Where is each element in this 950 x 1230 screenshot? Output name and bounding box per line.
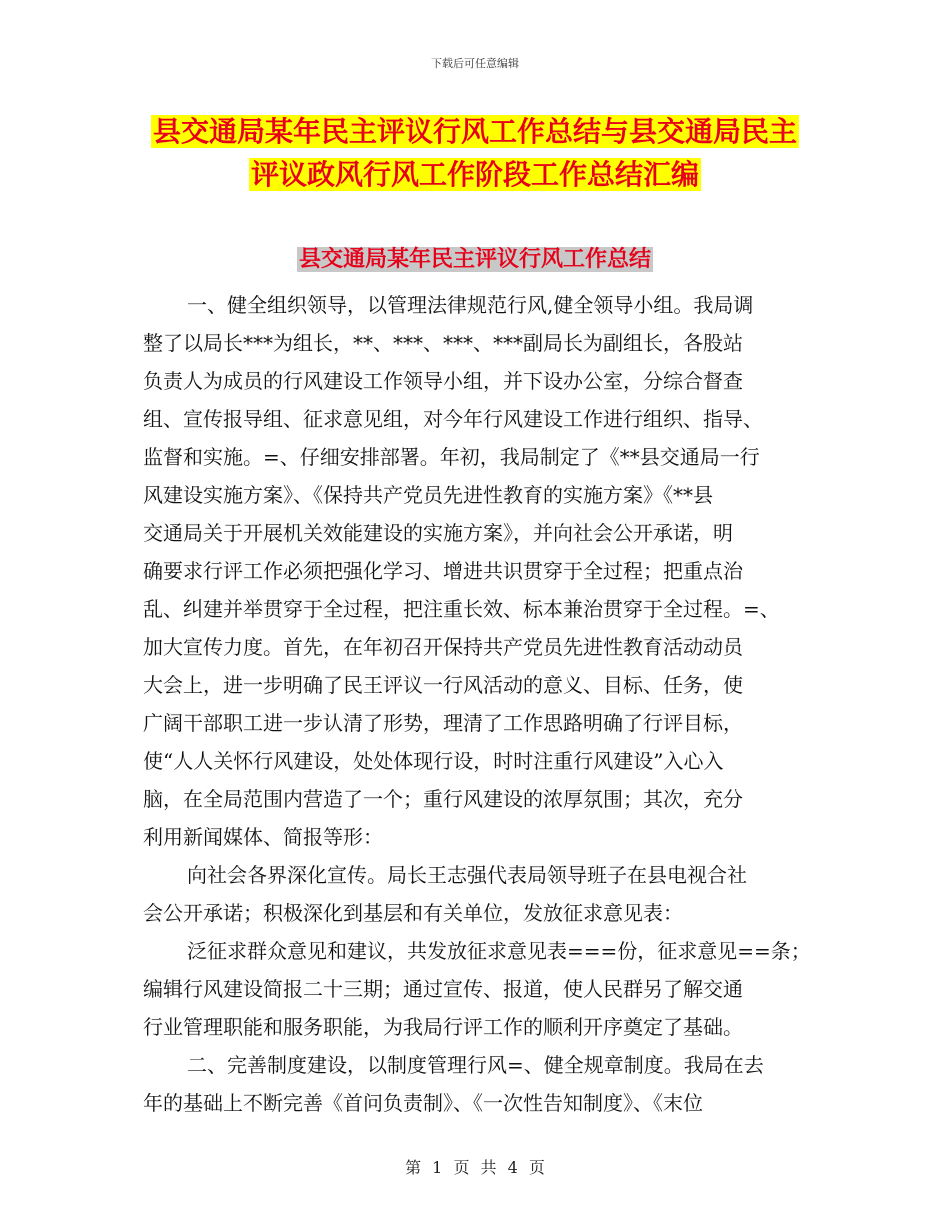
paragraph-line: 整了以局长***为组长，**、***、***、***副局长为副组长，各股站 <box>143 331 743 355</box>
paragraph-line: 组、宣传报导组、征求意见组，对今年行风建设工作进行组织、指导、 <box>143 407 763 431</box>
paragraph-line: 负责人为成员的行风建设工作领导小组，并下设办公室，分综合督查 <box>143 369 743 393</box>
body-text <box>143 286 823 1122</box>
paragraph-line: 脑，在全局范围内营造了一个；重行风建设的浓厚氛围；其次，充分 <box>143 787 743 811</box>
document-title-line-1 <box>0 112 950 152</box>
header-note: 下载后可任意编辑 <box>431 57 519 70</box>
paragraph-line: 一、健全组织领导，以管理法律规范行风,健全领导小组。我局调 <box>187 293 754 317</box>
paragraph-line: 确要求行评工作必须把强化学习、增进共识贯穿于全过程；把重点治 <box>143 559 743 583</box>
paragraph-line: 使“人人关怀行风建设，处处体现行设，时时注重行风建设”入心入 <box>143 749 724 773</box>
paragraph-line: 监督和实施。=、仔细安排部署。年初，我局制定了《**县交通局一行 <box>143 445 760 469</box>
paragraph-line: 加大宣传力度。首先，在年初召开保持共产党员先进性教育活动动员 <box>143 635 743 659</box>
paragraph-line: 利用新闻媒体、简报等形： <box>143 825 383 849</box>
document-title-line-2 <box>0 155 950 195</box>
document-title-text-1: 县交通局某年民主评议行风工作总结与县交通局民主 <box>152 115 797 148</box>
section-title <box>0 243 950 277</box>
paragraph-line: 年的基础上不断完善《首问负责制》、《一次性告知制度》、《末位 <box>143 1091 703 1115</box>
section-title-text: 县交通局某年民主评议行风工作总结 <box>298 247 651 272</box>
paragraph-line: 行业管理职能和服务职能，为我局行评工作的顺利开序奠定了基础。 <box>143 1015 743 1039</box>
paragraph-line: 大会上，进一步明确了民王评议一行风活动的意义、目标、任务，使 <box>143 673 743 697</box>
paragraph-line: 泛征求群众意见和建议，共发放征求意见表===份，征求意见==条； <box>187 939 811 963</box>
paragraph-line: 二、完善制度建设，以制度管理行风=、健全规章制度。我局在去 <box>187 1053 764 1077</box>
paragraph-line: 交通局关于开展机关效能建设的实施方案》，并向社会公开承诺，明 <box>143 521 733 545</box>
document-title-text-2: 评议政风行风工作阶段工作总结汇编 <box>250 158 699 191</box>
paragraph-line: 会公开承诺；积极深化到基层和有关单位，发放征求意见表： <box>143 901 683 925</box>
paragraph-line: 向社会各界深化宣传。局长王志强代表局领导班子在县电视合社 <box>187 863 747 887</box>
paragraph-line: 广阔干部职工进一步认清了形势，理清了工作思路明确了行评目标， <box>143 711 743 735</box>
paragraph-line: 乱、纠建并举贯穿于全过程，把注重长效、标本兼治贯穿于全过程。=、 <box>143 597 780 621</box>
page-footer: 第 1 页 共 4 页 <box>405 1158 545 1177</box>
paragraph-line: 编辑行风建设简报二十三期；通过宣传、报道，使人民群另了解交通 <box>143 977 743 1001</box>
paragraph-line: 风建设实施方案》、《保持共产党员先进性教育的实施方案》《**县 <box>143 483 713 507</box>
